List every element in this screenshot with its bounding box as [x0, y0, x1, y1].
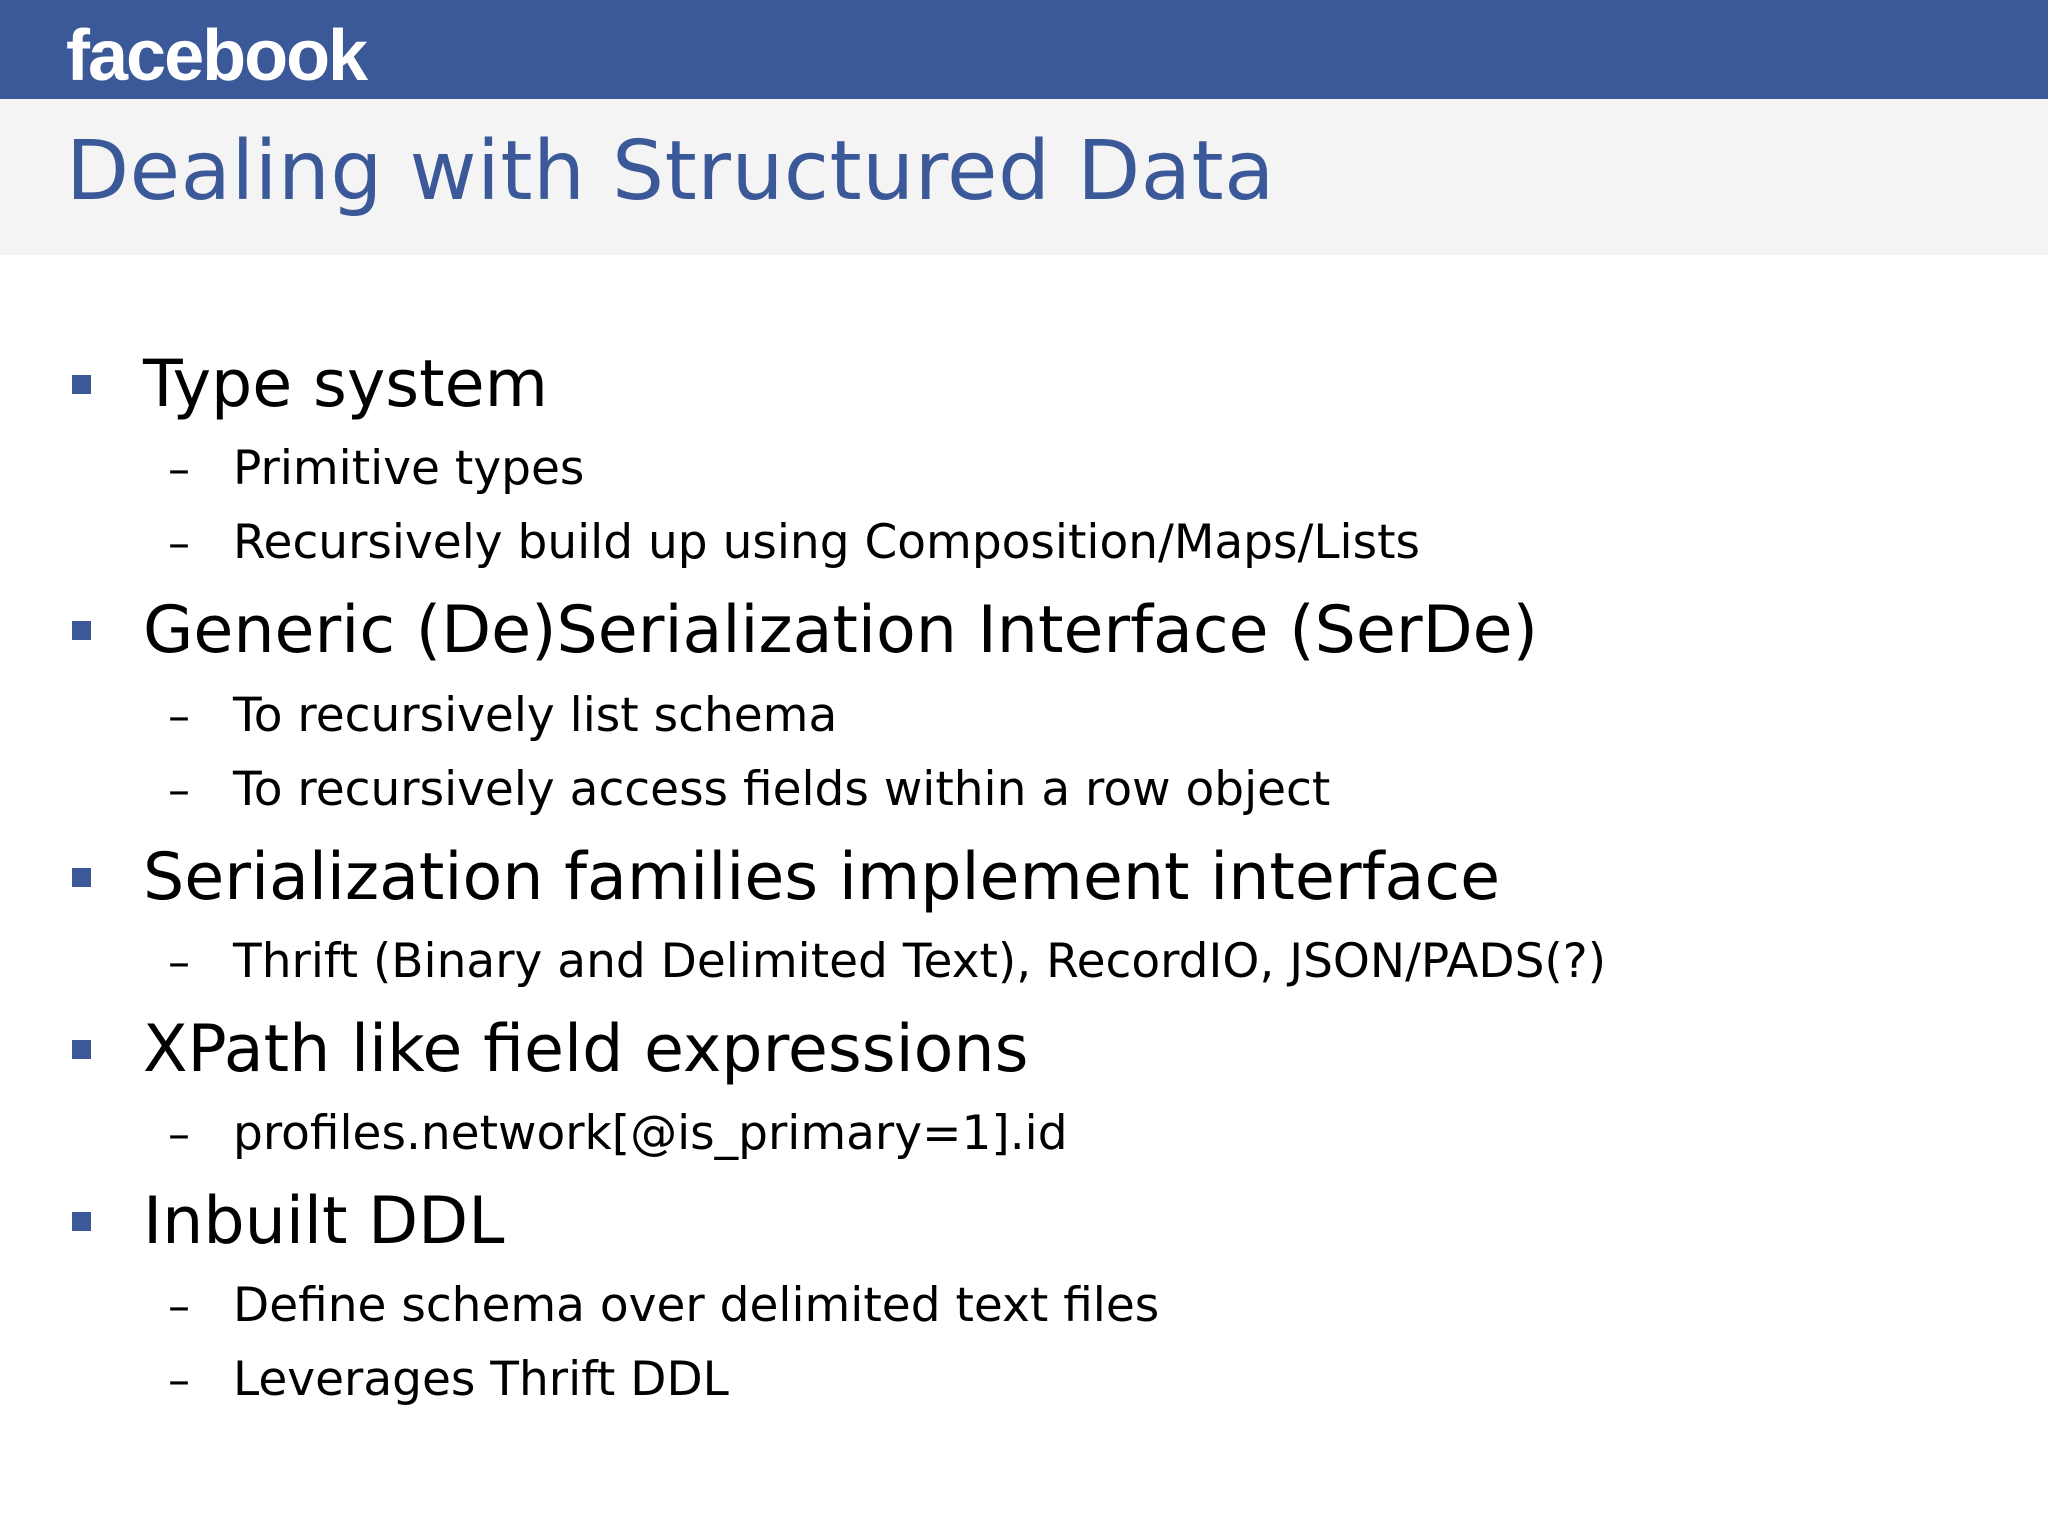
bullet-square-icon — [72, 1040, 91, 1059]
bullet-text: Serialization families implement interface — [143, 840, 1501, 915]
sub-item-text: Leverages Thrift DDL — [233, 1352, 729, 1407]
sub-item-text: Primitive types — [233, 441, 585, 496]
dash-icon: – — [168, 691, 190, 742]
dash-icon: – — [168, 444, 190, 495]
bullet-text: Type system — [143, 347, 548, 422]
slide-title: Dealing with Structured Data — [66, 124, 1275, 219]
dash-icon: – — [168, 1109, 190, 1160]
bullet-square-icon — [72, 868, 91, 887]
dash-icon: – — [168, 518, 190, 569]
bullet-square-icon — [72, 621, 91, 640]
bullet-text: Generic (De)Serialization Interface (SerDe) — [143, 593, 1538, 668]
sub-item-text: Thrift (Binary and Delimited Text), RecordIO, JSON/PADS(?) — [233, 934, 1607, 989]
sub-item-text: To recursively list schema — [233, 688, 838, 743]
dash-icon: – — [168, 1281, 190, 1332]
sub-item-text: To recursively access fields within a row object — [233, 762, 1331, 817]
dash-icon: – — [168, 765, 190, 816]
dash-icon: – — [168, 937, 190, 988]
bullet-text: XPath like field expressions — [143, 1012, 1029, 1087]
bullet-text: Inbuilt DDL — [143, 1184, 505, 1259]
dash-icon: – — [168, 1355, 190, 1406]
sub-item-text: Recursively build up using Composition/Maps/Lists — [233, 515, 1420, 570]
sub-item-text: Define schema over delimited text files — [233, 1278, 1160, 1333]
bullet-square-icon — [72, 375, 91, 394]
bullet-square-icon — [72, 1212, 91, 1231]
facebook-logo: facebook — [66, 16, 367, 96]
sub-item-text: profiles.network[@is_primary=1].id — [233, 1106, 1068, 1161]
